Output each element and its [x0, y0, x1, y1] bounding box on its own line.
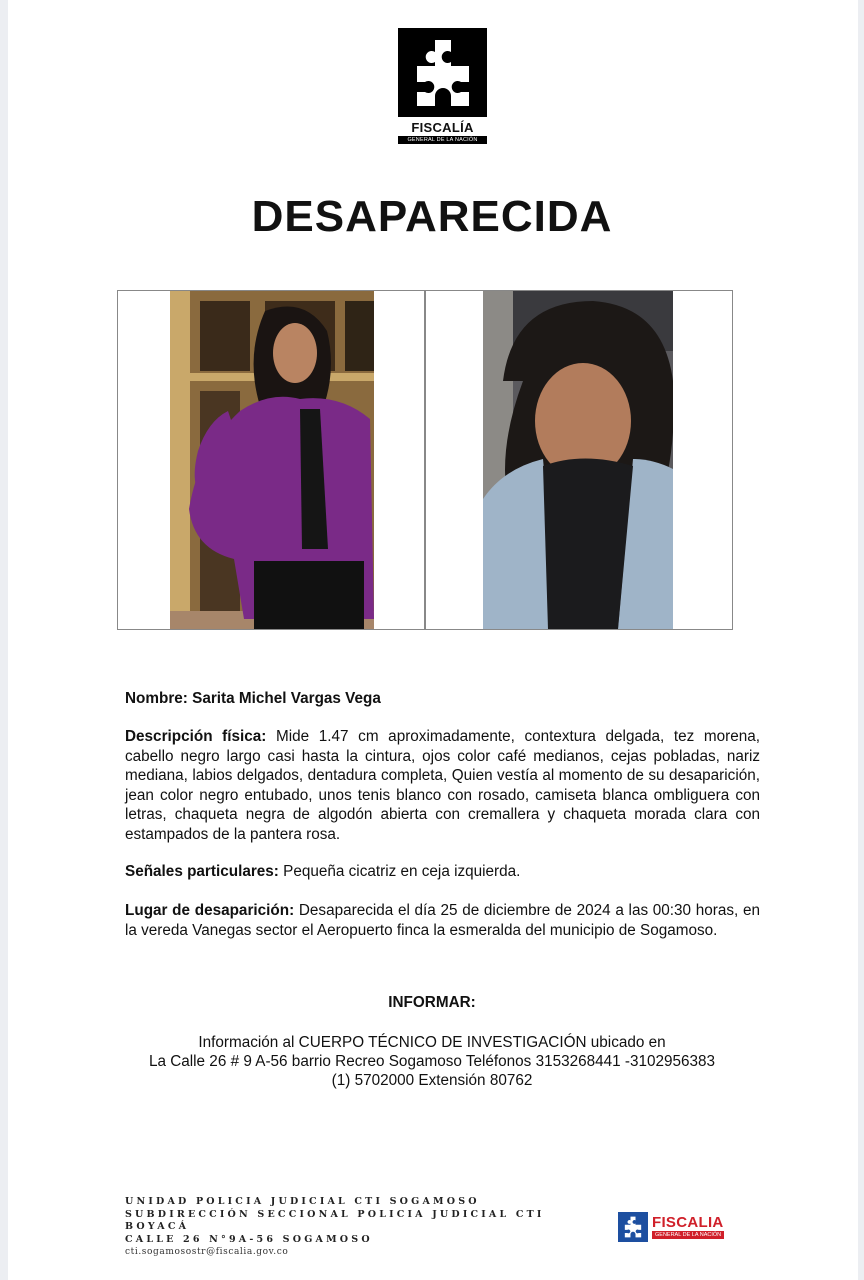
contact-line-2: La Calle 26 # 9 A-56 barrio Recreo Sogamoso Teléfonos 3153268441 -3102956383: [148, 1053, 716, 1070]
person-photo-full-body: [170, 291, 374, 629]
fiscalia-footer-logo: [618, 1212, 724, 1242]
name-paragraph: [125, 689, 760, 709]
person-photo-portrait: [483, 291, 673, 629]
signs-label: Señales particulares:: [125, 863, 279, 880]
footer-line-1: UNIDAD POLICIA JUDICIAL CTI SOGAMOSO: [125, 1196, 480, 1207]
signs-value: Pequeña cicatriz en ceja izquierda.: [278, 863, 521, 880]
puzzle-logo-icon: [398, 28, 487, 117]
contact-line-1: Información al CUERPO TÉCNICO DE INVESTIGACIÓN ubicado en: [198, 1034, 666, 1051]
footer-email: cti.sogamosostr@fiscalia.gov.co: [125, 1247, 289, 1257]
fiscalia-logo: [398, 28, 487, 144]
contact-line-3: (1) 5702000 Extensión 80762: [331, 1072, 533, 1089]
puzzle-logo-icon: [618, 1212, 648, 1242]
footer-address: [125, 1196, 545, 1259]
signs-paragraph: [125, 862, 760, 882]
place-paragraph: [125, 901, 760, 940]
name-label: Nombre:: [125, 690, 188, 707]
footer-line-3: BOYACÁ: [125, 1221, 190, 1232]
name-value: Sarita Michel Vargas Vega: [192, 690, 381, 707]
description-paragraph: [125, 727, 760, 844]
description-label: Descripción física:: [125, 728, 267, 745]
footer-line-4: CALLE 26 N°9A-56 SOGAMOSO: [125, 1233, 373, 1245]
footer-logo-subtitle: GENERAL DE LA NACIÓN: [652, 1231, 724, 1239]
logo-name: FISCALÍA: [411, 120, 474, 135]
photo-left-frame: [117, 290, 425, 630]
logo-subtitle: GENERAL DE LA NACIÓN: [398, 136, 487, 144]
footer-logo-name: FISCALIA: [652, 1214, 724, 1231]
place-label: Lugar de desaparición:: [125, 902, 295, 919]
place-value: Desaparecida el día 25 de diciembre de 2024 a las 00:30 horas, en la vereda Vanegas sector el Aeropuerto finca la esmeralda del municipio de Sogamoso.: [125, 902, 760, 939]
contact-title: INFORMAR:: [388, 994, 476, 1011]
page-title: DESAPARECIDA: [251, 192, 613, 241]
footer-line-2: SUBDIRECCIÓN SECCIONAL POLICIA JUDICIAL CTI: [125, 1208, 545, 1220]
description-value: Mide 1.47 cm aproximadamente, contextura delgada, tez morena, cabello negro largo casi hasta la cintura, ojos color café medianos, cejas pobladas, nariz mediana, labios delgados, dentadura completa, Quien vestía al momento de su desaparición, jean color negro entubado, unos tenis blanco con rosado, camiseta blanca ombliguera con letras, chaqueta negra de algodón abierta con cremallera y chaqueta morada clara con estampados de la pantera rosa.: [125, 728, 760, 843]
photo-right-frame: [425, 290, 733, 630]
